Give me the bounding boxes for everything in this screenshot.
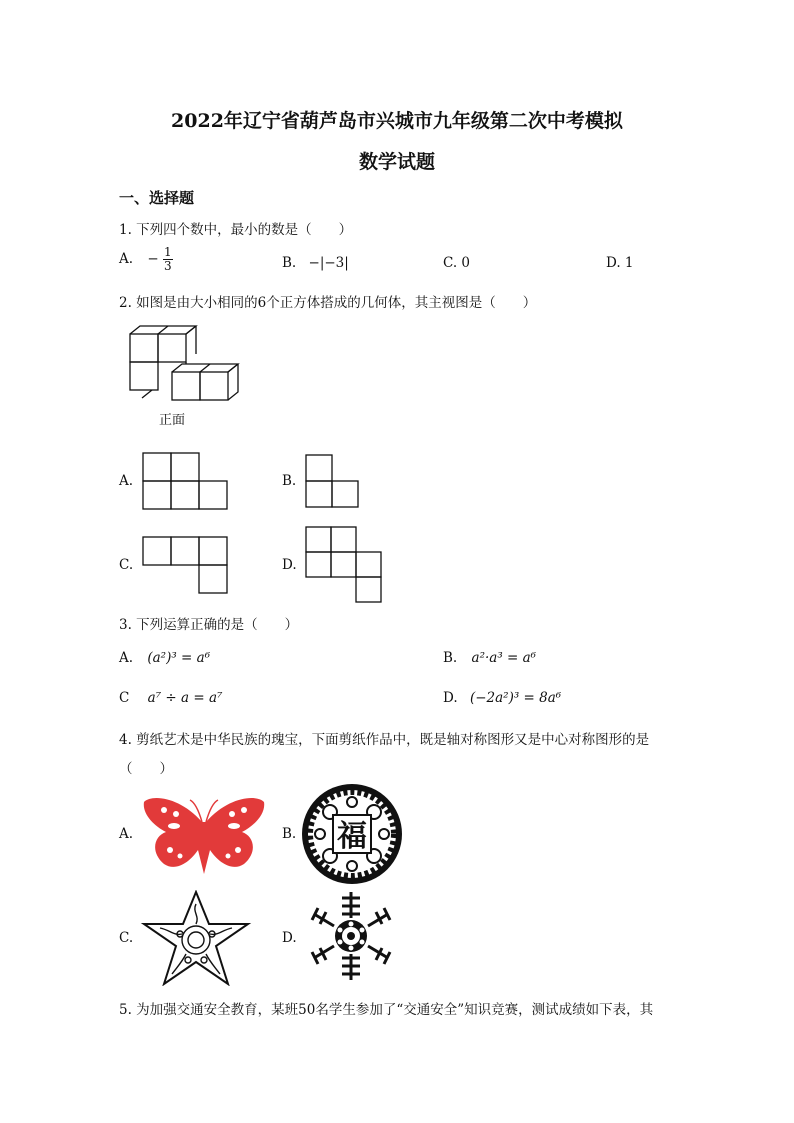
star-papercut-icon[interactable] (140, 890, 252, 986)
question-4-option-d-label[interactable]: D. (282, 930, 297, 946)
option-c-grid-icon[interactable] (142, 536, 230, 594)
option-label: C (119, 690, 130, 706)
section-title: 一、选择题 (119, 189, 195, 207)
option-d-grid-icon[interactable] (305, 526, 385, 606)
question-4-option-c-label[interactable]: C. (119, 930, 134, 946)
question-1-stem: 1. 下列四个数中，最小的数是（ ） (119, 222, 353, 238)
fraction-denominator: 3 (163, 259, 172, 273)
option-b-grid-icon[interactable] (305, 454, 361, 510)
option-expression: a⁷ ÷ a = a⁷ (147, 690, 223, 706)
question-4-option-a-label[interactable]: A. (119, 826, 134, 842)
page-subtitle: 数学试题 (358, 151, 435, 173)
question-1-option-b[interactable] (282, 255, 349, 271)
page-title: 2022年辽宁省葫芦岛市兴城市九年级第二次中考模拟 (171, 110, 623, 132)
option-expression: (a²)³ = a⁶ (147, 650, 211, 666)
question-3-option-c[interactable] (119, 690, 222, 706)
question-1-option-a[interactable] (119, 246, 173, 273)
question-2-option-d-label[interactable]: D. (282, 557, 297, 573)
question-5-stem: 5. 为加强交通安全教育，某班50名学生参加了“交通安全”知识竞赛，测试成绩如下表，其 (119, 1002, 654, 1018)
option-label: B. (282, 255, 297, 271)
question-4-stem-continued: （ ） (119, 761, 173, 777)
question-4-stem: 4. 剪纸艺术是中华民族的瑰宝，下面剪纸作品中，既是轴对称图形又是中心对称图形的是 (119, 732, 650, 748)
question-1-option-c[interactable]: C. 0 (443, 255, 471, 271)
option-expression: −|−3| (308, 255, 349, 271)
question-3-option-b[interactable] (443, 650, 536, 666)
option-label: A. (119, 251, 134, 267)
option-expression: a²·a³ = a⁶ (471, 650, 537, 666)
question-2-stem: 2. 如图是由大小相同的6个正方体搭成的几何体，其主视图是（ ） (119, 295, 537, 311)
front-view-label: 正面 (159, 413, 186, 428)
question-3-option-d[interactable] (443, 690, 561, 706)
minus-sign: − (147, 251, 159, 267)
question-2-option-c-label[interactable]: C. (119, 557, 134, 573)
question-1-option-d[interactable]: D. 1 (606, 255, 634, 271)
option-label: D. (443, 690, 458, 706)
question-2-option-a-label[interactable]: A. (119, 473, 134, 489)
question-2-option-b-label[interactable]: B. (282, 473, 297, 489)
option-label: B. (443, 650, 458, 666)
butterfly-papercut-icon[interactable] (140, 792, 270, 880)
snowflake-papercut-icon[interactable] (306, 888, 396, 984)
fraction-numerator: 1 (163, 245, 172, 259)
question-3-stem: 3. 下列运算正确的是（ ） (119, 617, 299, 633)
fu-character: 福 (337, 819, 367, 854)
question-3-option-a[interactable] (119, 650, 210, 666)
fraction (163, 246, 173, 273)
option-label: A. (119, 650, 134, 666)
option-expression: (−2a²)³ = 8a⁶ (469, 690, 562, 706)
option-a-grid-icon[interactable] (142, 452, 230, 510)
fu-circle-papercut-icon[interactable] (300, 782, 404, 886)
question-4-option-b-label[interactable]: B. (282, 826, 297, 842)
cube-figure (124, 320, 244, 410)
